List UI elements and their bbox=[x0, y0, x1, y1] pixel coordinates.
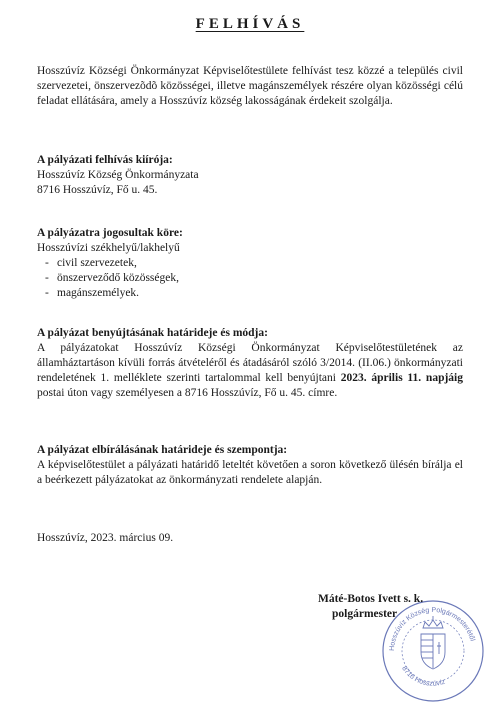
seal-text-top: Hosszúvíz Község Polgármesterétől bbox=[388, 606, 476, 652]
signer-role: polgármester bbox=[332, 608, 398, 620]
list-item: - önszerveződő közösségek, bbox=[37, 271, 463, 286]
eligible-list bbox=[37, 256, 463, 301]
issuer-name: Hosszúvíz Község Önkormányzata bbox=[37, 169, 199, 181]
submission-text-part: postai úton vagy személyesen a 8716 Hosszúvíz, Fő u. 45. címre. bbox=[37, 387, 338, 399]
title-text: FELHÍVÁS bbox=[195, 16, 305, 32]
intro-paragraph: Hosszúvíz Községi Önkormányzat Képviselőtestülete felhívást tesz közzé a település civil szervezetei, önszervezõdõ közösségei, illetve magánszemélyek részére olyan közösségi célú feladat ellátására, amely a Hosszúvíz község lakosságának érdekeit szolgálja. bbox=[37, 65, 463, 107]
evaluation-text: A képviselőtestület a pályázati határidő leteltét követően a soron következő ülésén bírálja el a beérkezett pályázatokat az önkormányzati rendelete alapján. bbox=[37, 459, 463, 486]
eligible-section bbox=[37, 226, 463, 301]
issuer-heading: A pályázati felhívás kiírója: bbox=[37, 154, 173, 166]
submission-heading: A pályázat benyújtásának határideje és módja: bbox=[37, 327, 268, 339]
eligible-intro: Hosszúvízi székhelyű/lakhelyű bbox=[37, 242, 180, 254]
signer-name: Máté-Botos Ivett s. k. bbox=[318, 593, 424, 605]
submission-deadline: 2023. április 11. napjáig bbox=[340, 372, 463, 384]
place-date: Hosszúvíz, 2023. március 09. bbox=[37, 532, 174, 544]
signature-block bbox=[318, 592, 468, 622]
submission-text bbox=[37, 341, 463, 401]
submission-text-part: A pályázatokat Hosszúvíz Községi Önkormányzat Képviselőtestületének az államháztartáson kívüli forrás átvételéről és átadásáról szóló 3/2014. (II.06.) önkormányzati rendeletének 1. melléklete szerinti tartalommal kell benyújtani bbox=[37, 342, 463, 384]
submission-section bbox=[37, 326, 463, 401]
list-item: - civil szervezetek, bbox=[37, 256, 463, 271]
evaluation-section bbox=[37, 443, 463, 488]
seal-text-bottom: 8716 Hosszúvíz bbox=[400, 665, 447, 688]
list-item: - magánszemélyek. bbox=[37, 286, 463, 301]
eligible-heading: A pályázatra jogosultak köre: bbox=[37, 227, 183, 239]
evaluation-heading: A pályázat elbírálásának határideje és szempontja: bbox=[37, 444, 288, 456]
coat-of-arms-icon bbox=[421, 616, 445, 669]
issuer-address: 8716 Hosszúvíz, Fő u. 45. bbox=[37, 184, 158, 196]
issuer-section bbox=[37, 153, 463, 198]
document-title bbox=[0, 16, 500, 33]
